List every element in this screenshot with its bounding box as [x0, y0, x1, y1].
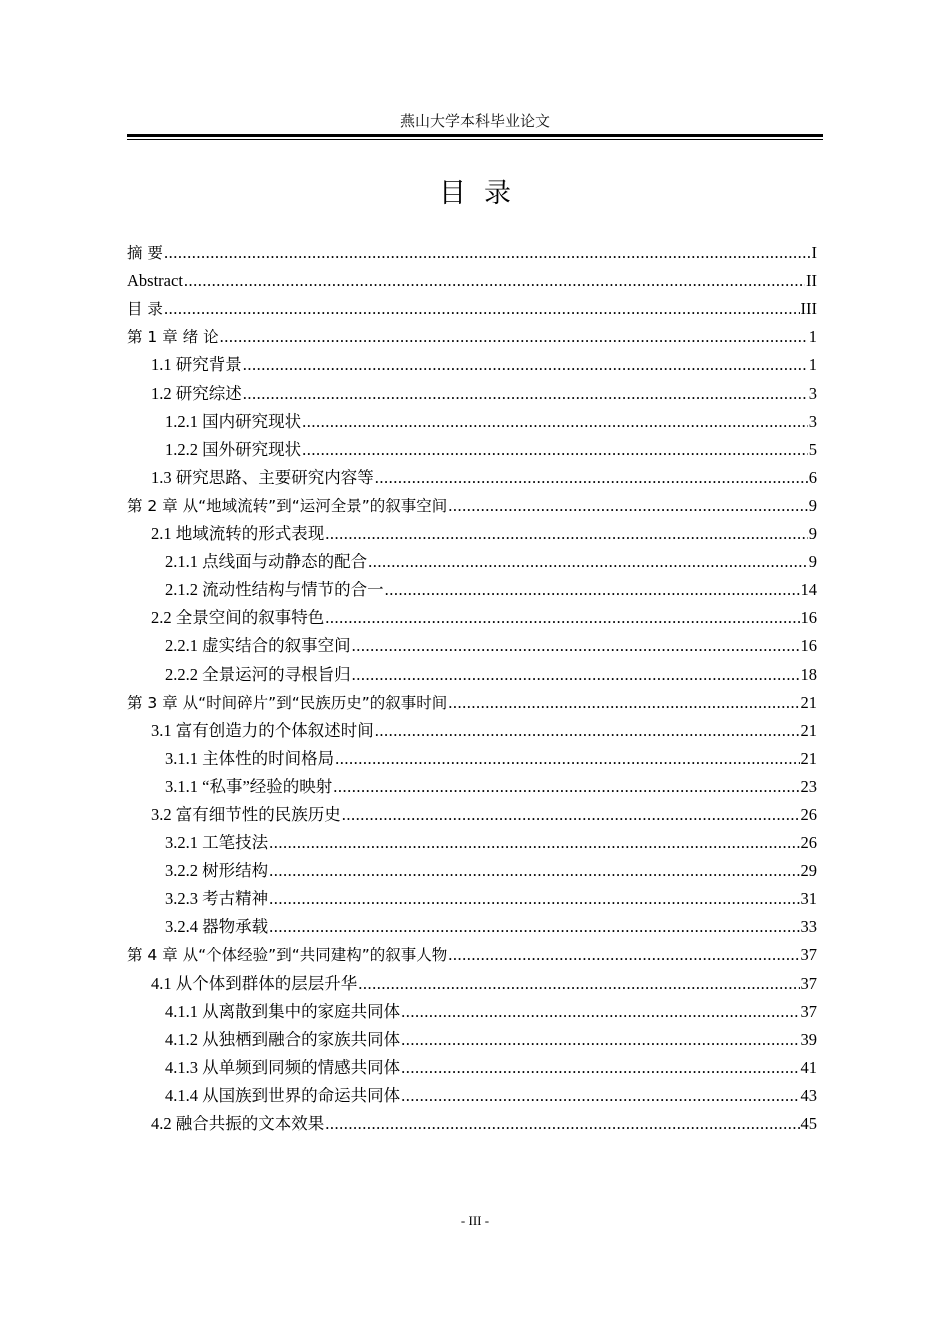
- toc-entry-page: 3: [808, 383, 817, 403]
- toc-leader-dots: [335, 746, 799, 772]
- toc-entry-page: I: [811, 243, 817, 263]
- toc-entry-page: 3: [808, 411, 817, 431]
- toc-leader-dots: [243, 381, 808, 407]
- toc-entry-page: 29: [800, 861, 817, 881]
- toc-entry[interactable]: [127, 744, 817, 772]
- toc-entry[interactable]: [127, 266, 817, 294]
- toc-entry[interactable]: [127, 1025, 817, 1053]
- toc-entry-page: 1: [808, 355, 817, 375]
- toc-leader-dots: [448, 942, 799, 968]
- toc-entry[interactable]: [127, 1081, 817, 1109]
- toc-entry-page: 26: [800, 833, 817, 853]
- toc-entry[interactable]: [127, 350, 817, 378]
- toc-entry-label: 2.1.1 点线面与动静态的配合: [165, 552, 368, 572]
- toc-entry-label: 4.1.4 从国族到世界的命运共同体: [165, 1085, 401, 1105]
- toc-leader-dots: [385, 577, 800, 603]
- toc-leader-dots: [164, 240, 811, 266]
- toc-entry-page: 21: [800, 720, 817, 740]
- toc-entry-label: 3.2.2 树形结构: [165, 861, 269, 881]
- toc-entry-label: Abstract: [127, 271, 183, 291]
- toc-entry[interactable]: [127, 856, 817, 884]
- toc-leader-dots: [358, 971, 799, 997]
- toc-leader-dots: [325, 521, 808, 547]
- toc-entry-label: 4.1.2 从独栖到融合的家族共同体: [165, 1029, 401, 1049]
- toc-entry-page: 9: [808, 495, 817, 515]
- toc-entry[interactable]: [127, 407, 817, 435]
- toc-leader-dots: [269, 858, 799, 884]
- toc-leader-dots: [448, 493, 807, 519]
- toc-entry-label: 目 录: [127, 300, 163, 319]
- toc-leader-dots: [164, 296, 800, 322]
- toc-leader-dots: [269, 914, 799, 940]
- toc-entry-page: 5: [808, 439, 817, 459]
- toc-leader-dots: [325, 1111, 799, 1137]
- toc-entry[interactable]: [127, 575, 817, 603]
- toc-entry[interactable]: [127, 463, 817, 491]
- toc-leader-dots: [401, 1083, 799, 1109]
- toc-entry-label: 第 3 章 从“时间碎片”到“民族历史”的叙事时间: [127, 693, 448, 712]
- toc-leader-dots: [220, 324, 808, 350]
- toc-entry-page: 26: [800, 804, 817, 824]
- toc-entry-page: 39: [800, 1029, 817, 1049]
- toc-leader-dots: [325, 605, 799, 631]
- toc-leader-dots: [448, 690, 799, 716]
- toc-entry[interactable]: [127, 603, 817, 631]
- toc-entry-label: 第 4 章 从“个体经验”到“共同建构”的叙事人物: [127, 946, 448, 965]
- toc-leader-dots: [269, 886, 799, 912]
- toc-entry-label: 1.2.2 国外研究现状: [165, 439, 302, 459]
- toc-entry[interactable]: [127, 800, 817, 828]
- toc-entry[interactable]: [127, 519, 817, 547]
- toc-leader-dots: [401, 1055, 799, 1081]
- toc-entry[interactable]: [127, 716, 817, 744]
- toc-leader-dots: [375, 465, 808, 491]
- toc-entry-page: 37: [800, 973, 817, 993]
- toc-entry-label: 1.3 研究思路、主要研究内容等: [151, 467, 374, 487]
- toc-leader-dots: [352, 633, 800, 659]
- toc-leader-dots: [184, 268, 805, 294]
- toc-entry-label: 2.1.2 流动性结构与情节的合一: [165, 580, 384, 600]
- toc-entry-page: 1: [808, 327, 817, 347]
- toc-entry-page: 23: [800, 776, 817, 796]
- toc-entry-page: 14: [800, 580, 817, 600]
- toc-entry-page: 21: [800, 692, 817, 712]
- toc-entry-page: 6: [808, 467, 817, 487]
- toc-entry-label: 1.2.1 国内研究现状: [165, 411, 302, 431]
- toc-entry[interactable]: [127, 968, 817, 996]
- toc-entry[interactable]: [127, 322, 817, 350]
- page-header: 燕山大学本科毕业论文: [399, 114, 550, 130]
- toc-entry-page: 31: [800, 889, 817, 909]
- toc-entry-page: 41: [800, 1057, 817, 1077]
- toc-entry-label: 1.1 研究背景: [151, 355, 242, 375]
- toc-entry-label: 第 1 章 绪 论: [127, 328, 219, 347]
- toc-leader-dots: [368, 549, 808, 575]
- header-rule-thin: [127, 139, 823, 140]
- toc-entry-label: 2.2 全景空间的叙事特色: [151, 608, 325, 628]
- toc-entry[interactable]: [127, 547, 817, 575]
- toc-entry[interactable]: [127, 631, 817, 659]
- toc-entry-label: 3.2.4 器物承载: [165, 917, 269, 937]
- toc-entry[interactable]: [127, 491, 817, 519]
- toc-leader-dots: [375, 718, 800, 744]
- toc-entry-label: 第 2 章 从“地域流转”到“运河全景”的叙事空间: [127, 496, 448, 515]
- toc-entry-label: 2.2.2 全景运河的寻根旨归: [165, 664, 351, 684]
- toc-entry-label: 4.2 融合共振的文本效果: [151, 1114, 325, 1133]
- toc-entry-label: 1.2 研究综述: [151, 383, 242, 403]
- toc-entry[interactable]: [127, 435, 817, 463]
- toc-entry[interactable]: [127, 997, 817, 1025]
- header-rule-thick: [127, 134, 823, 137]
- toc-entry-page: 21: [800, 748, 817, 768]
- toc-entry[interactable]: [127, 912, 817, 940]
- toc-entry[interactable]: [127, 294, 817, 322]
- toc-entry-page: 37: [800, 945, 817, 965]
- toc-title: 目录: [439, 178, 529, 209]
- toc-entry[interactable]: [127, 940, 817, 968]
- toc-leader-dots: [302, 409, 808, 435]
- toc-entry-label: 2.2.1 虚实结合的叙事空间: [165, 636, 351, 656]
- toc-leader-dots: [401, 1027, 799, 1053]
- toc-entry-label: 3.2.3 考古精神: [165, 889, 269, 909]
- toc-leader-dots: [243, 352, 808, 378]
- toc-entry-label: 4.1.1 从离散到集中的家庭共同体: [165, 1001, 401, 1021]
- toc-entry[interactable]: [127, 659, 817, 687]
- toc-entry-page: III: [800, 299, 817, 319]
- toc-leader-dots: [333, 774, 799, 800]
- toc-entry[interactable]: [127, 772, 817, 800]
- toc-entry[interactable]: [127, 1109, 817, 1137]
- toc-entry-label: 3.2.1 工笔技法: [165, 833, 269, 853]
- toc-leader-dots: [269, 830, 799, 856]
- toc-entry[interactable]: [127, 688, 817, 716]
- toc-entry-label: 摘 要: [127, 244, 163, 263]
- toc-entry-page: 33: [800, 917, 817, 937]
- toc-entry[interactable]: [127, 828, 817, 856]
- toc-entry[interactable]: [127, 238, 817, 266]
- toc-leader-dots: [342, 802, 800, 828]
- toc-entry-label: 3.2 富有细节性的民族历史: [151, 804, 341, 824]
- toc-entry-label: 2.1 地域流转的形式表现: [151, 524, 325, 544]
- toc-entry-page: 45: [800, 1114, 817, 1133]
- toc-entry-page: 37: [800, 1001, 817, 1021]
- toc-entry-label: 3.1.1 主体性的时间格局: [165, 748, 335, 768]
- toc-entry-page: 9: [808, 552, 817, 572]
- toc-entry-label: 3.1 富有创造力的个体叙述时间: [151, 720, 374, 740]
- toc-entry-page: 18: [800, 664, 817, 684]
- toc-entry-page: 43: [800, 1085, 817, 1105]
- page-number: - III -: [460, 1213, 490, 1228]
- toc-entry[interactable]: [127, 378, 817, 406]
- toc-entry-label: 3.1.1 “私事”经验的映射: [165, 776, 333, 796]
- toc-entry-page: II: [806, 271, 817, 291]
- toc-entry-label: 4.1 从个体到群体的层层升华: [151, 973, 358, 993]
- toc-leader-dots: [401, 999, 799, 1025]
- table-of-contents: [127, 238, 817, 1137]
- toc-entry-label: 4.1.3 从单频到同频的情感共同体: [165, 1057, 401, 1077]
- toc-entry[interactable]: [127, 884, 817, 912]
- toc-leader-dots: [352, 662, 800, 688]
- toc-entry-page: 9: [808, 524, 817, 544]
- toc-leader-dots: [302, 437, 808, 463]
- toc-entry[interactable]: [127, 1053, 817, 1081]
- toc-entry-page: 16: [800, 608, 817, 628]
- toc-entry-page: 16: [800, 636, 817, 656]
